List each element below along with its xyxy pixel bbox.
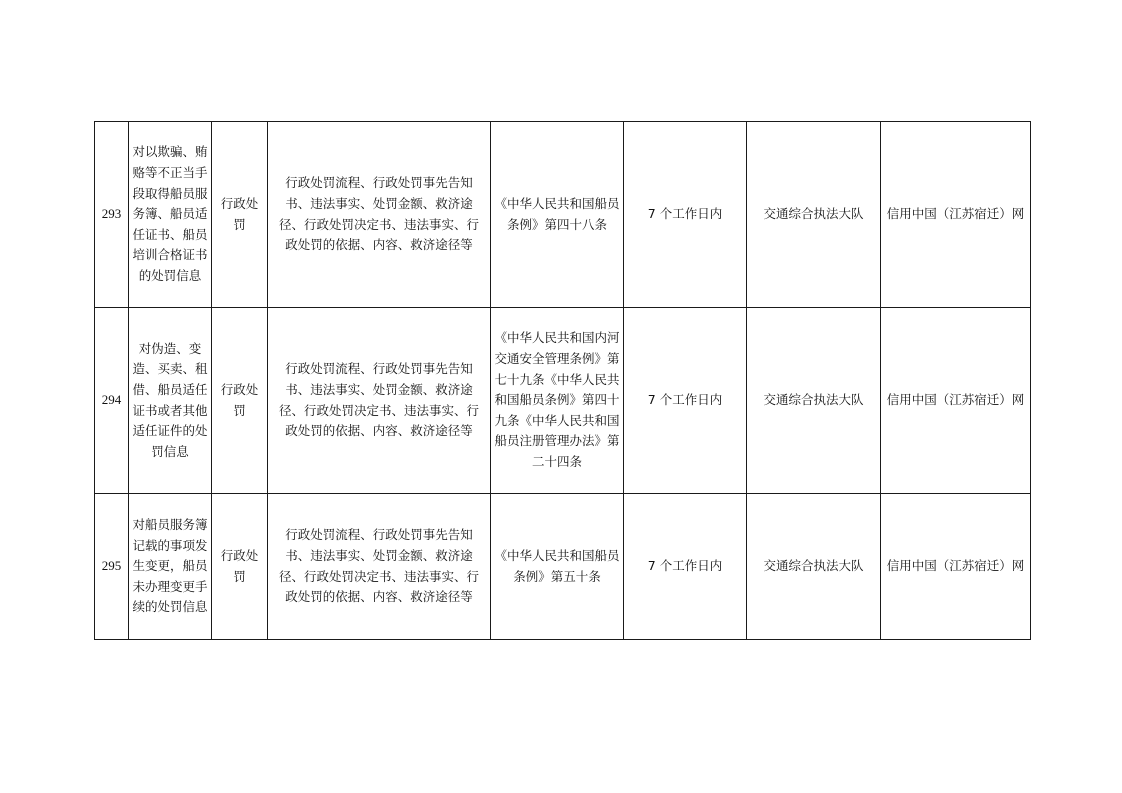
channel-cell: 信用中国（江苏宿迁）网 <box>881 494 1031 640</box>
agency-cell: 交通综合执法大队 <box>747 494 881 640</box>
disclosure-content-cell: 行政处罚流程、行政处罚事先告知书、违法事实、处罚金额、救济途径、行政处罚决定书、违法事实、行政处罚的依据、内容、救济途径等 <box>268 308 491 494</box>
item-name-cell: 对伪造、变造、买卖、租借、船员适任证书或者其他适任证件的处罚信息 <box>129 308 212 494</box>
item-name-cell: 对以欺骗、贿赂等不正当手段取得船员服务簿、船员适任证书、船员培训合格证书的处罚信息 <box>129 122 212 308</box>
channel-cell: 信用中国（江苏宿迁）网 <box>881 308 1031 494</box>
category-cell: 行政处罚 <box>212 494 268 640</box>
deadline-cell: 7 个工作日内 <box>624 494 747 640</box>
disclosure-content-cell: 行政处罚流程、行政处罚事先告知书、违法事实、处罚金额、救济途径、行政处罚决定书、违法事实、行政处罚的依据、内容、救济途径等 <box>268 122 491 308</box>
disclosure-content-cell: 行政处罚流程、行政处罚事先告知书、违法事实、处罚金额、救济途径、行政处罚决定书、违法事实、行政处罚的依据、内容、救济途径等 <box>268 494 491 640</box>
category-cell: 行政处罚 <box>212 308 268 494</box>
row-number: 294 <box>95 308 129 494</box>
row-number: 295 <box>95 494 129 640</box>
row-number: 293 <box>95 122 129 308</box>
deadline-cell: 7 个工作日内 <box>624 122 747 308</box>
item-name-cell: 对船员服务簿记载的事项发生变更，船员未办理变更手续的处罚信息 <box>129 494 212 640</box>
agency-cell: 交通综合执法大队 <box>747 122 881 308</box>
disclosure-table <box>94 121 1031 640</box>
table-row <box>95 494 1031 640</box>
category-cell: 行政处罚 <box>212 122 268 308</box>
legal-basis-cell: 《中华人民共和国内河交通安全管理条例》第七十九条《中华人民共和国船员条例》第四十九条《中华人民共和国船员注册管理办法》第二十四条 <box>491 308 624 494</box>
legal-basis-cell: 《中华人民共和国船员条例》第五十条 <box>491 494 624 640</box>
legal-basis-cell: 《中华人民共和国船员条例》第四十八条 <box>491 122 624 308</box>
agency-cell: 交通综合执法大队 <box>747 308 881 494</box>
channel-cell: 信用中国（江苏宿迁）网 <box>881 122 1031 308</box>
table-row <box>95 122 1031 308</box>
table-row <box>95 308 1031 494</box>
deadline-cell: 7 个工作日内 <box>624 308 747 494</box>
